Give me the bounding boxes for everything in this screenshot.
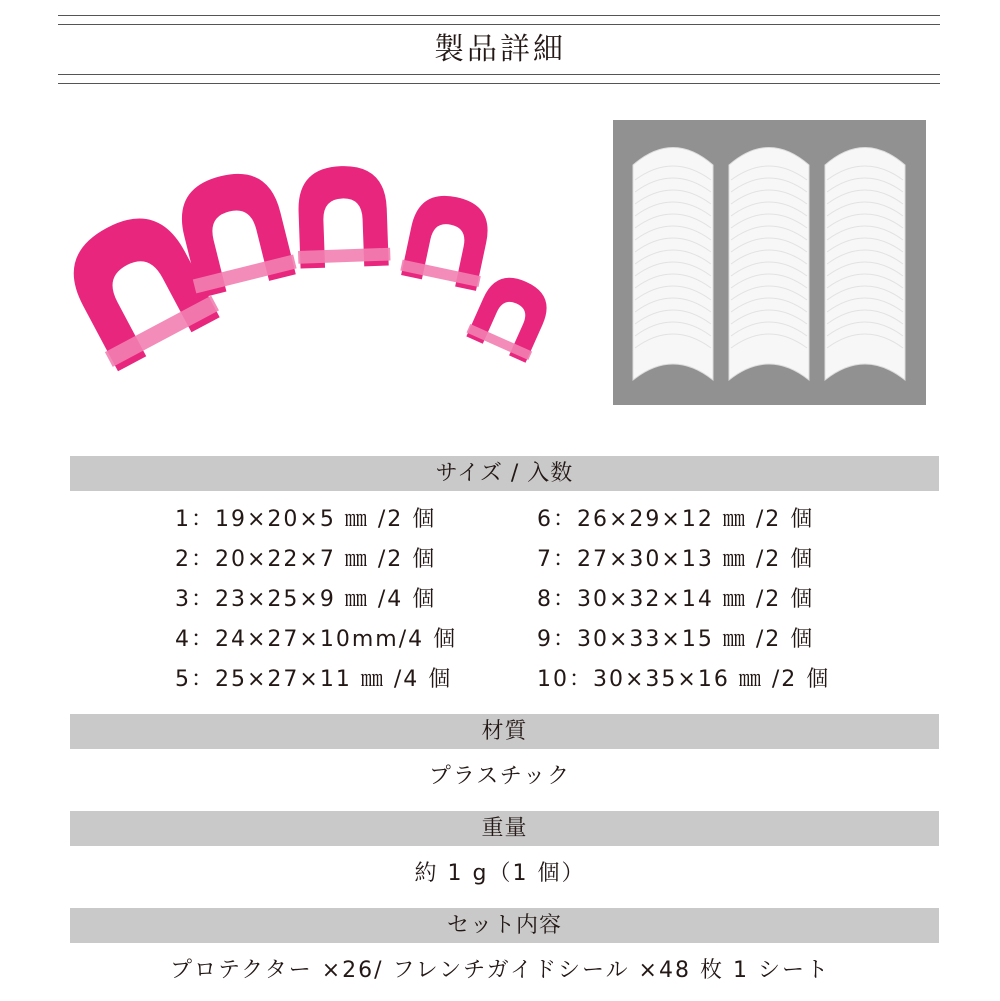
sticker-strip-1 — [633, 148, 713, 381]
size-section-heading: サイズ / 入数 — [70, 456, 939, 491]
material-section-heading: 材質 — [70, 714, 939, 749]
weight-value: 約 1 g（1 個） — [414, 861, 586, 886]
header-rule-bottom-2 — [58, 83, 940, 84]
size-item-5: 5：25×27×11 ㎜ /4 個 — [175, 667, 453, 692]
size-item-7: 7：27×30×13 ㎜ /2 個 — [537, 547, 815, 572]
protector-3 — [295, 165, 391, 269]
set-contents-section-heading: セット内容 — [70, 908, 939, 943]
size-item-2: 2：20×22×7 ㎜ /2 個 — [175, 547, 437, 572]
sticker-strip-2 — [729, 148, 809, 381]
size-item-10: 10：30×35×16 ㎜ /2 個 — [537, 667, 831, 692]
weight-section-heading: 重量 — [70, 811, 939, 846]
material-value: プラスチック — [428, 764, 572, 789]
protector-4 — [399, 189, 495, 291]
stickers-image — [613, 120, 926, 405]
size-item-4: 4：24×27×10mm/4 個 — [175, 627, 458, 652]
protectors-photo — [60, 150, 560, 410]
header-rule-top-2 — [58, 24, 940, 25]
stickers-photo — [613, 120, 926, 405]
protectors-image — [60, 150, 560, 410]
size-item-8: 8：30×32×14 ㎜ /2 個 — [537, 587, 815, 612]
size-item-1: 1：19×20×5 ㎜ /2 個 — [175, 507, 437, 532]
size-item-9: 9：30×33×15 ㎜ /2 個 — [537, 627, 815, 652]
header-rule-top-1 — [58, 15, 940, 16]
header-rule-bottom-1 — [58, 74, 940, 75]
size-item-6: 6：26×29×12 ㎜ /2 個 — [537, 507, 815, 532]
sticker-strip-3 — [825, 148, 905, 381]
set-contents-value: プロテクター ×26/ フレンチガイドシール ×48 枚 1 シート — [170, 958, 830, 983]
size-item-3: 3：23×25×9 ㎜ /4 個 — [175, 587, 437, 612]
page-title: 製品詳細 — [434, 32, 566, 67]
